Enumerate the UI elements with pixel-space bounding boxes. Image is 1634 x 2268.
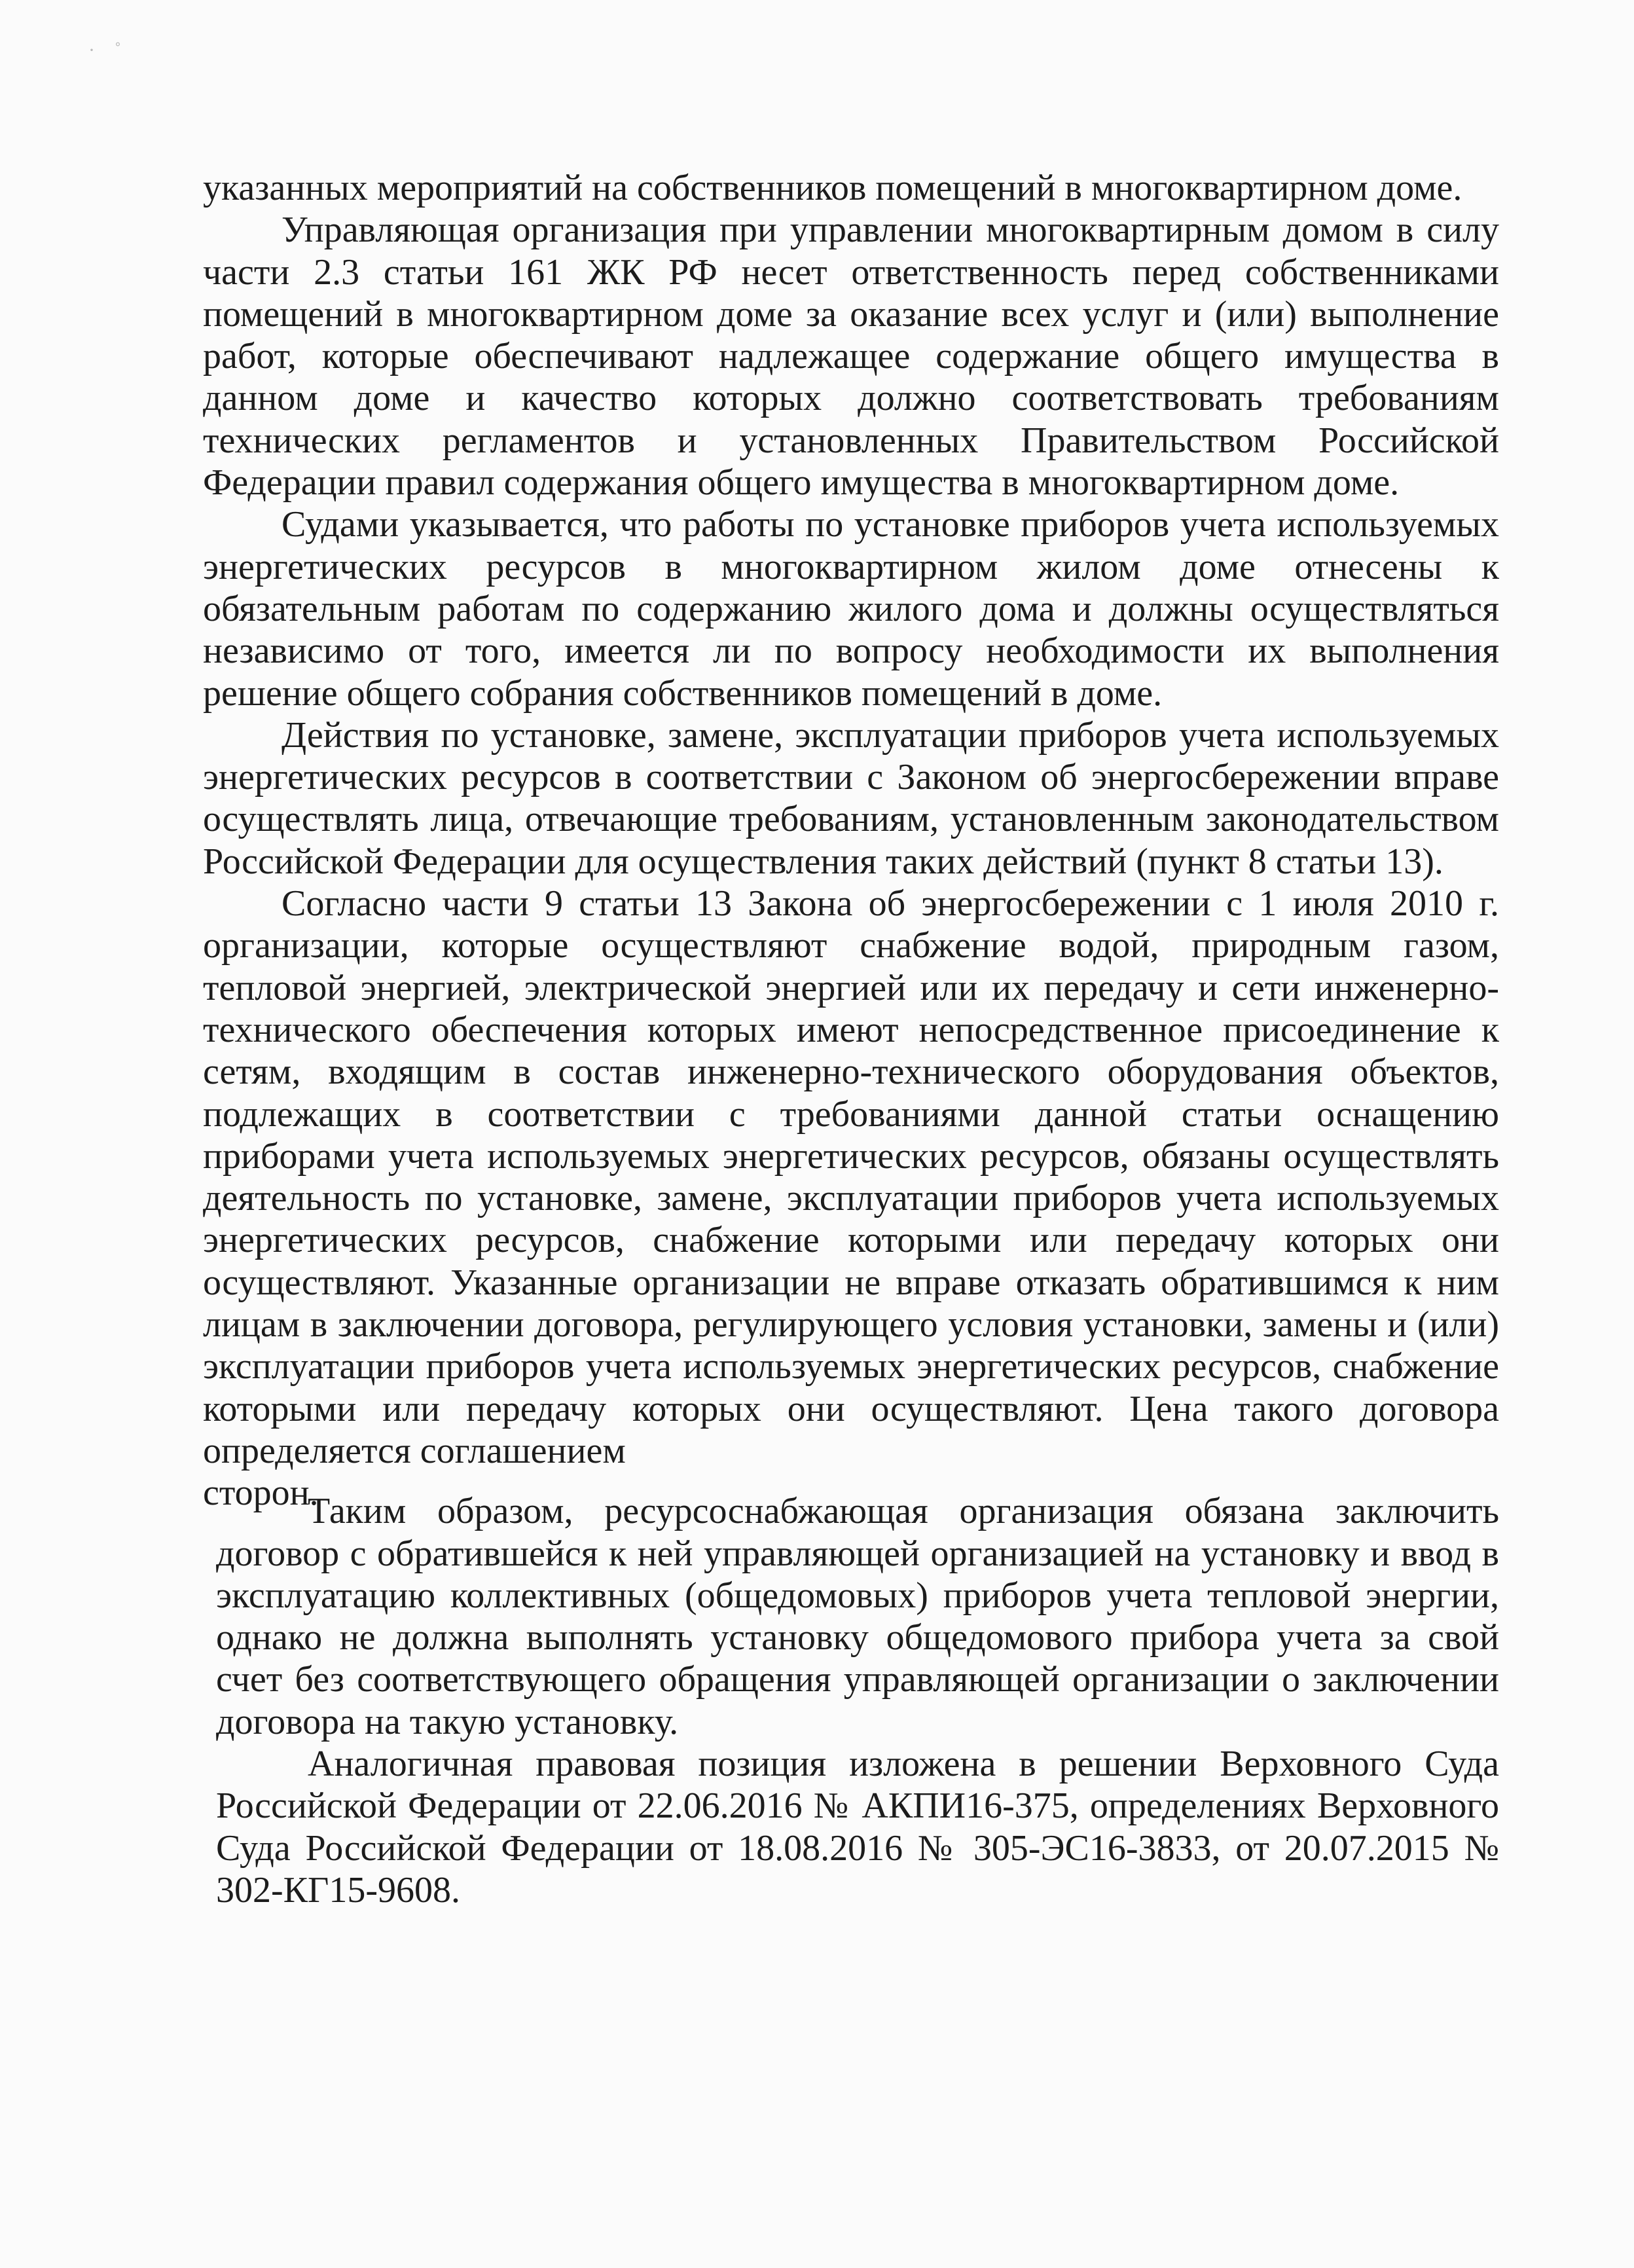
paragraph-3: Судами указывается, что работы по установке приборов учета используемых энергетических ресурсов в многоквартирном жилом доме отнесены к обязательным работам по содержанию жилого дома и должны осуществляться независимо от того, имеется ли по вопросу необходимости их выполнения решение общего собрания собственников помещений в доме. (203, 504, 1499, 714)
paragraph-5: Согласно части 9 статьи 13 Закона об энергосбережении с 1 июля 2010 г. организации, которые осуществляют снабжение водой, природным газом, тепловой энергией, электрической энергией или их передачу и сети инженерно-технического обеспечения которых имеют непосредственное присоединение к сетям, входящим в состав инженерно-технического оборудования объектов, подлежащих в соответствии с требованиями данной статьи оснащению приборами учета используемых энергетических ресурсов, обязаны осуществлять деятельность по установке, замене, эксплуатации приборов учета используемых энергетических ресурсов, снабжение которыми или передачу которых они осуществляют. Указанные организации не вправе отказать обратившимся к ним лицам в заключении договора, регулирующего условия установки, замены и (или) эксплуатации приборов учета используемых энергетических ресурсов, снабжение которыми или передачу которых они осуществляют. Цена такого договора определяется соглашением (203, 883, 1499, 1471)
paragraph-4: Действия по установке, замене, эксплуатации приборов учета используемых энергетических ресурсов в соответствии с Законом об энергосбережении вправе осуществлять лица, отвечающие требованиям, установленным законодательством Российской Федерации для осуществления таких действий (пункт 8 статьи 13). (203, 714, 1499, 882)
paragraph-5-cut-end: сторон. (203, 1472, 319, 1514)
document-body (203, 167, 1499, 1911)
scan-artifact: · ˚ (88, 39, 121, 61)
paragraph-1: указанных мероприятий на собственников помещений в многоквартирном доме. (203, 168, 1462, 208)
paragraph-2: Управляющая организация при управлении многоквартирным домом в силу части 2.3 статьи 161 ЖК РФ несет ответственность перед собственниками помещений в многоквартирном доме за оказание всех услуг и (или) выполнение работ, которые обеспечивают надлежащее содержание общего имущества в данном доме и качество которых должно соответствовать требованиям технических регламентов и установленных Правительством Российской Федерации правил содержания общего имущества в многоквартирном доме. (203, 210, 1499, 503)
paragraph-6: Таким образом, ресурсоснабжающая организация обязана заключить договор с обратившейся к ней управляющей организацией на установку и ввод в эксплуатацию коллективных (общедомовых) приборов учета тепловой энергии, однако не должна выполнять установку общедомового прибора учета за свой счет без соответствующего обращения управляющей организации о заключении договора на такую установку. (216, 1491, 1499, 1742)
paragraph-7: Аналогичная правовая позиция изложена в решении Верховного Суда Российской Федерации от 22.06.2016 № АКПИ16-375, определениях Верховного Суда Российской Федерации от 18.08.2016 № 305-ЭС16-3833, от 20.07.2015 № 302-КГ15-9608. (216, 1743, 1499, 1911)
